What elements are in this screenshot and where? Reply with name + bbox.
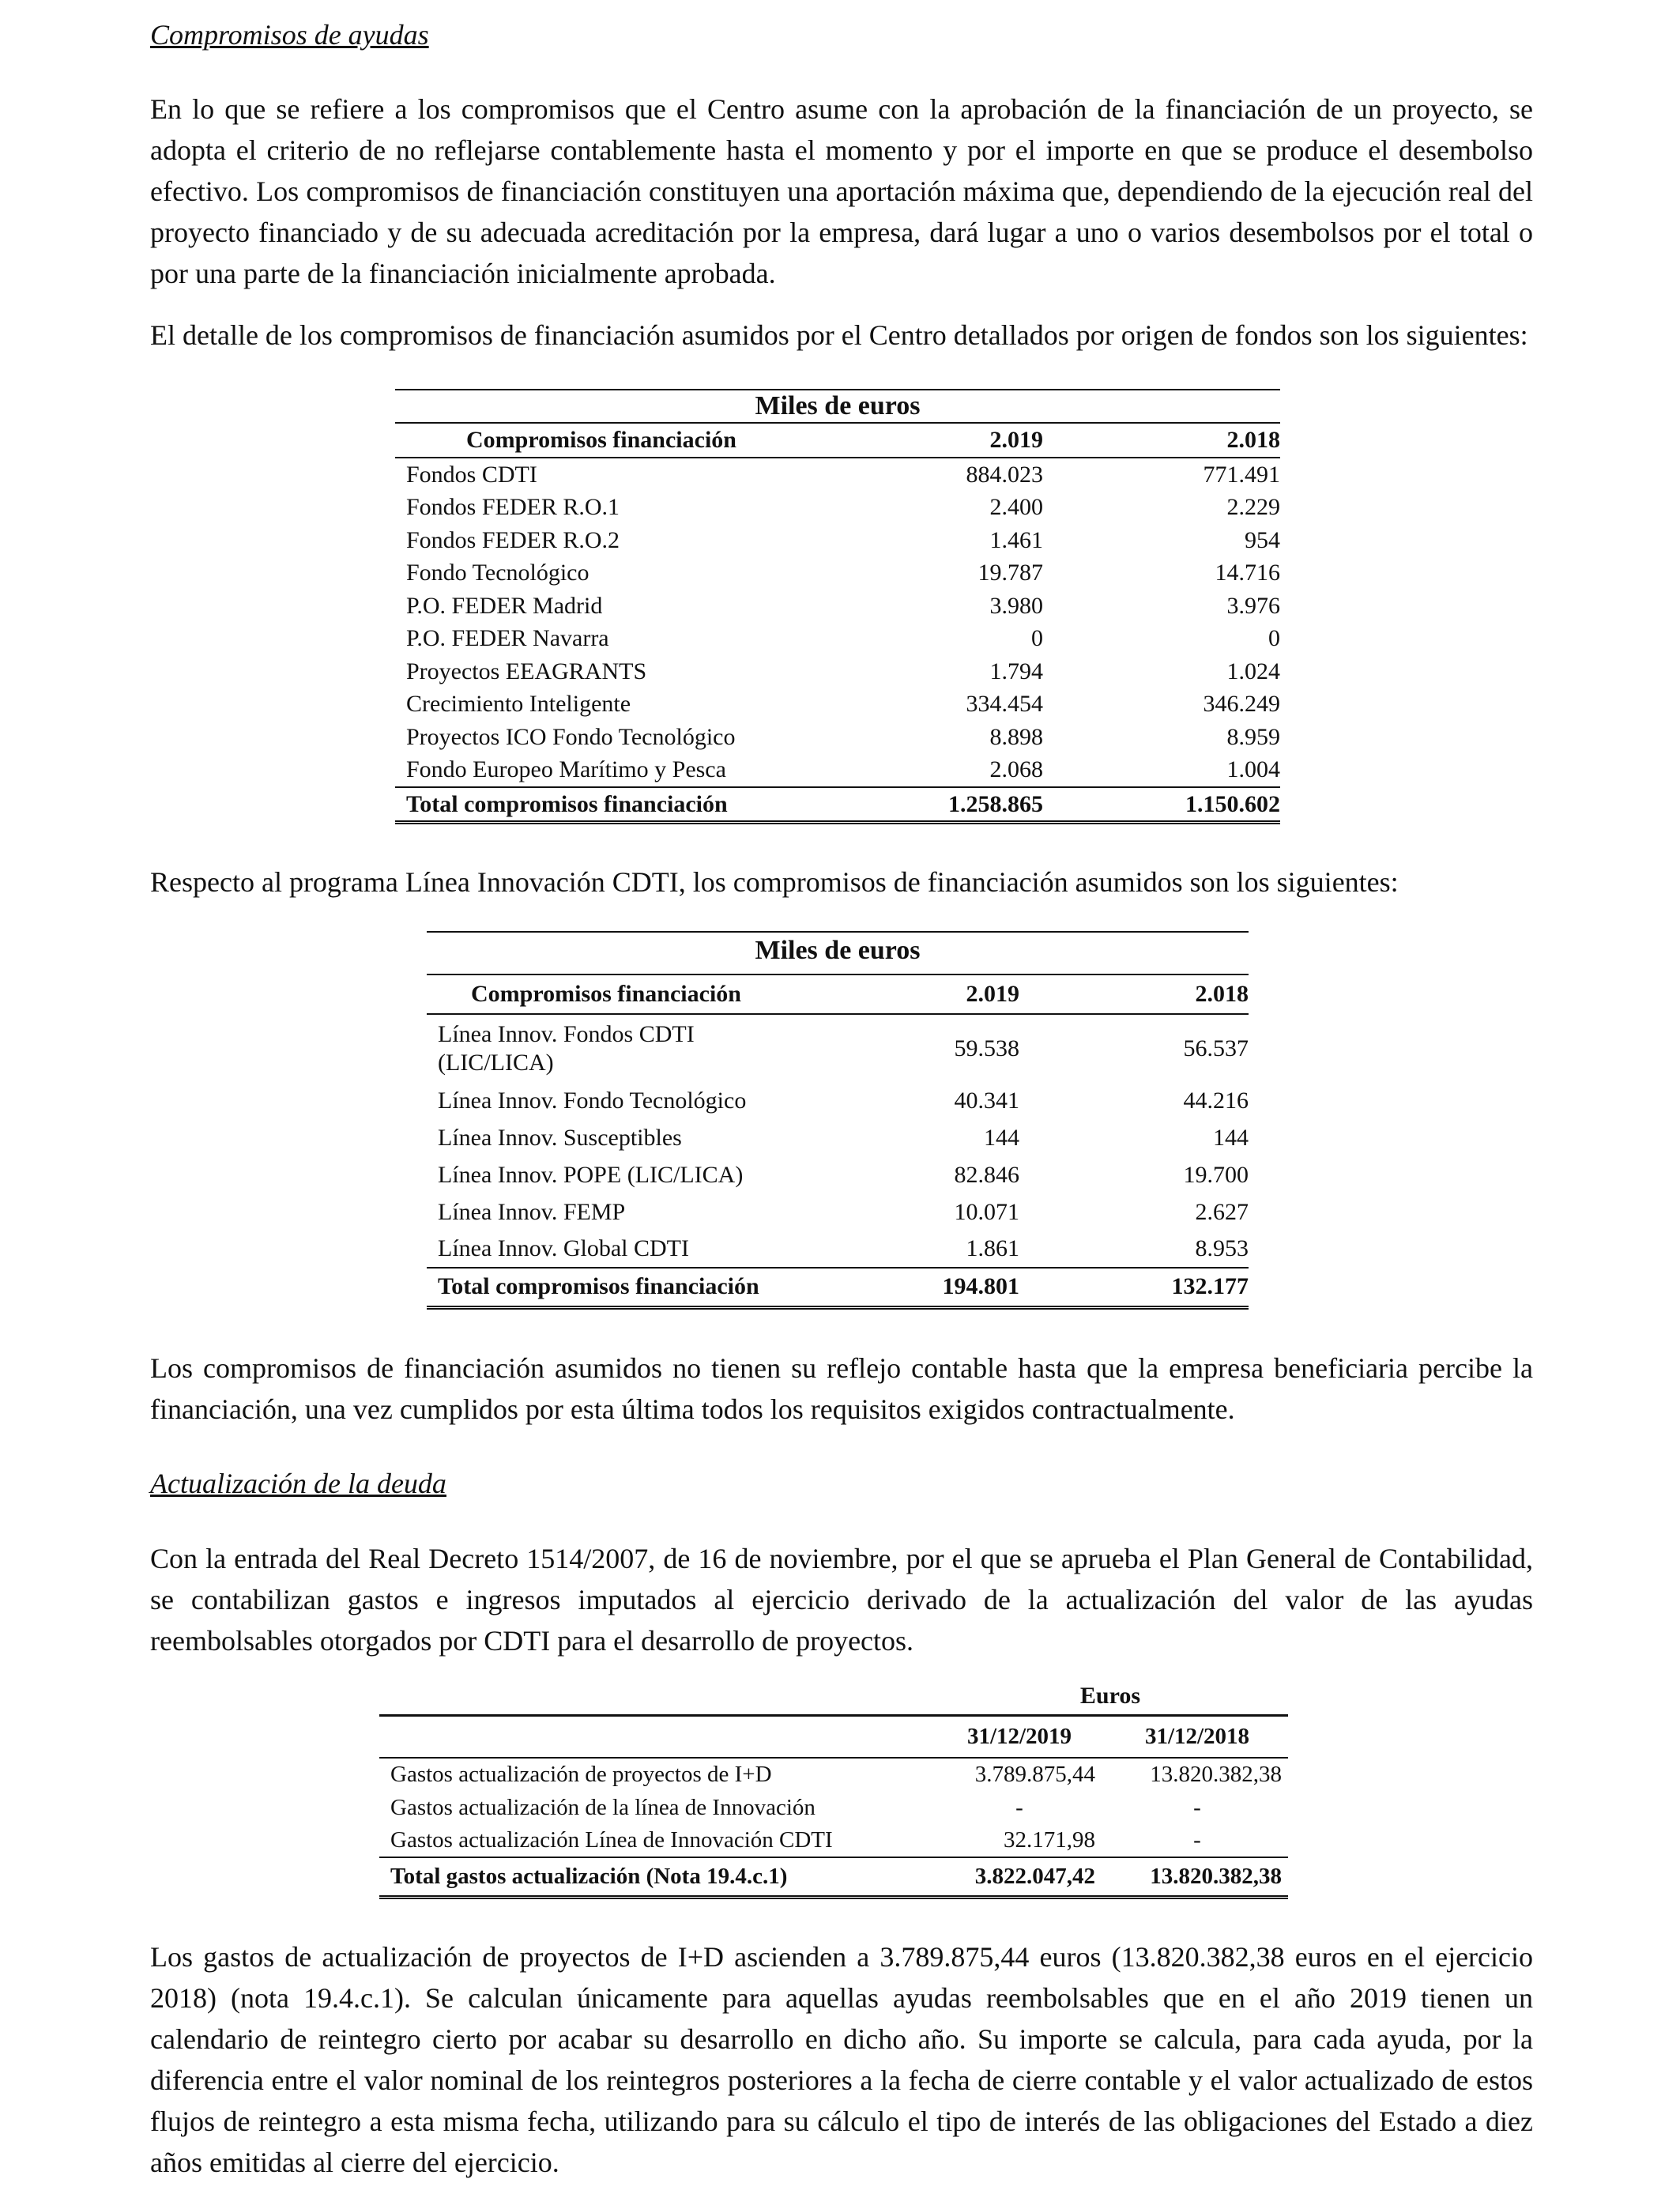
table3-unit-label: Euros (1079, 1683, 1141, 1710)
table3-total-2019: 3.822.047,42 (974, 1863, 1095, 1889)
table3-row-label: Gastos actualización de proyectos de I+D (390, 1762, 772, 1787)
table1-row-2018: 771.491 (1203, 461, 1280, 488)
table2-row-2019: 82.846 (954, 1161, 1019, 1188)
table-row (427, 1082, 1249, 1119)
table-row (395, 688, 1280, 721)
table-row (395, 655, 1280, 688)
table2-row-label: Línea Innov. POPE (LIC/LICA) (438, 1161, 744, 1188)
table1-header-2019: 2.019 (989, 427, 1043, 454)
table3-unit-row (379, 1679, 1288, 1715)
table2-row-2019: 1.861 (966, 1235, 1019, 1261)
table1-row-label: Fondo Tecnológico (406, 560, 590, 586)
table1-grid (395, 422, 1280, 824)
table-compromisos-financiacion (395, 389, 1280, 824)
table2-row-label: Línea Innov. Fondo Tecnológico (438, 1087, 747, 1114)
table2-total-2019: 194.801 (942, 1273, 1019, 1300)
table3-row-2018: 13.820.382,38 (1150, 1762, 1282, 1787)
table3-row-label: Gastos actualización Línea de Innovación CDTI (390, 1827, 833, 1853)
table2-row-label (427, 1014, 877, 1082)
table3-total-label: Total gastos actualización (Nota 19.4.c.1) (390, 1863, 788, 1889)
table2-header-2019: 2.019 (966, 981, 1019, 1007)
table2-grid (427, 974, 1249, 1310)
table1-row-2018: 8.959 (1226, 723, 1280, 750)
table2-header-2018: 2.018 (1195, 981, 1249, 1007)
table1-row-2019: 1.461 (989, 526, 1043, 553)
table-row (395, 491, 1280, 524)
table1-row-2018: 1.004 (1226, 756, 1280, 783)
table3-row-label: Gastos actualización de la línea de Innovación (390, 1794, 816, 1820)
table2-row-2018: 2.627 (1195, 1198, 1249, 1225)
section-heading-actualizacion: Actualización de la deuda (150, 1468, 446, 1499)
paragraph-gastos-actualizacion-proyectos: Los gastos de actualización de proyectos de I+D ascienden a 3.789.875,44 euros (13.820.382,38 euros en el ejercicio 2018) (nota 19.4.c.1). Se calculan únicamente para aquellas ayudas reembolsables que en el año 2019 tienen un calendario de reintegro cierto por acabar su desarrollo en dicho año. Su importe se calcula, para cada ayuda, por la diferencia entre el valor nominal de los reintegros posteriores a la fecha de cierre contable y el valor actualizado de estos flujos de reintegro a esta misma fecha, utilizando para su cálculo el tipo de interés de las obligaciones del Estado a diez años emitidas al cierre del ejercicio. (150, 1941, 1533, 2178)
table3-row-2018: - (1193, 1827, 1201, 1853)
table2-row-label-text: Línea Innov. Fondos CDTI (LIC/LICA) (438, 1020, 695, 1076)
table3-unit-spacer (379, 1679, 932, 1715)
table2-row-2019: 59.538 (954, 1035, 1019, 1061)
table-row (379, 1791, 1288, 1824)
table3-header-2018: 31/12/2018 (1144, 1723, 1250, 1749)
table3-row-2018: - (1193, 1794, 1201, 1820)
table-row (395, 721, 1280, 754)
table1-row-2018: 14.716 (1215, 560, 1280, 586)
table-linea-innovacion (427, 931, 1249, 1310)
table1-row-2019: 3.980 (989, 592, 1043, 619)
paragraph-detalle-compromisos: El detalle de los compromisos de financiación asumidos por el Centro detallados por origen de fondos son los siguientes: (150, 319, 1528, 351)
table3-grid (379, 1679, 1288, 1899)
paragraph-reflejo-contable: Los compromisos de financiación asumidos no tienen su reflejo contable hasta que la empresa beneficiaria percibe la financiación, una vez cumplidos por esta última todos los requisitos exigidos contractualmente. (150, 1352, 1533, 1425)
table3-row-2019: 3.789.875,44 (974, 1762, 1095, 1787)
table1-row-2019: 8.898 (989, 723, 1043, 750)
table1-row-label: Fondo Europeo Marítimo y Pesca (406, 756, 726, 783)
table2-row-label: Línea Innov. Global CDTI (438, 1235, 689, 1261)
table3-header-spacer (379, 1715, 932, 1758)
table1-total-row (395, 787, 1280, 823)
table-row (395, 622, 1280, 655)
table-row (427, 1193, 1249, 1231)
table2-row-2018: 8.953 (1195, 1235, 1249, 1261)
table1-row-2018: 1.024 (1226, 658, 1280, 684)
table1-total-2019: 1.258.865 (948, 790, 1043, 817)
table2-header-label: Compromisos financiación (471, 981, 741, 1007)
table1-row-2019: 334.454 (966, 691, 1043, 718)
table-row (379, 1824, 1288, 1857)
paragraph-linea-innovacion: Respecto al programa Línea Innovación CDTI, los compromisos de financiación asumidos son los siguientes: (150, 866, 1399, 898)
table-row (427, 1156, 1249, 1193)
table2-row-2018: 19.700 (1183, 1161, 1249, 1188)
table1-row-label: P.O. FEDER Navarra (406, 625, 609, 652)
table1-row-2019: 0 (1031, 625, 1043, 652)
table1-header-label: Compromisos financiación (466, 427, 736, 454)
table1-row-2019: 884.023 (966, 461, 1043, 488)
table2-row-2019: 10.071 (954, 1198, 1019, 1225)
table2-row-label: Línea Innov. Susceptibles (438, 1124, 682, 1151)
table-row (395, 590, 1280, 623)
table2-total-2018: 132.177 (1171, 1273, 1249, 1300)
table3-row-2019: - (1015, 1794, 1023, 1820)
table1-row-label: Fondos CDTI (406, 461, 537, 488)
table-row (379, 1758, 1288, 1791)
table-gastos-actualizacion (379, 1679, 1288, 1899)
table1-total-2018: 1.150.602 (1185, 790, 1280, 817)
table1-row-label: Proyectos ICO Fondo Tecnológico (406, 723, 736, 750)
table1-row-2018: 346.249 (1203, 691, 1280, 718)
table1-row-2019: 2.068 (989, 756, 1043, 783)
table1-row-2019: 2.400 (989, 494, 1043, 521)
table1-row-2019: 1.794 (989, 658, 1043, 684)
table2-total-label: Total compromisos financiación (438, 1273, 759, 1300)
table2-header-row (427, 974, 1249, 1014)
table1-row-label: Fondos FEDER R.O.2 (406, 526, 620, 553)
table1-unit-label: Miles de euros (395, 389, 1280, 422)
table-row (395, 524, 1280, 557)
table2-row-2018: 56.537 (1183, 1035, 1249, 1061)
table1-row-2018: 3.976 (1226, 592, 1280, 619)
paragraph-compromisos-criterio: En lo que se refiere a los compromisos que el Centro asume con la aprobación de la financiación de un proyecto, se adopta el criterio de no reflejarse contablemente hasta el momento y por el importe en que se produce el desembolso efectivo. Los compromisos de financiación constituyen una aportación máxima que, dependiendo de la ejecución real del proyecto financiado y de su adecuada acreditación por la empresa, dará lugar a uno o varios desembolsos por el total o por una parte de la financiación inicialmente aprobada. (150, 93, 1533, 289)
table1-row-label: Crecimiento Inteligente (406, 691, 631, 718)
table2-unit-label: Miles de euros (427, 931, 1249, 974)
paragraph-real-decreto: Con la entrada del Real Decreto 1514/2007, de 16 de noviembre, por el que se aprueba el Plan General de Contabilidad, se contabilizan gastos e ingresos imputados al ejercicio derivado de la actualización del valor de las ayudas reembolsables otorgados por CDTI para el desarrollo de proyectos. (150, 1543, 1533, 1657)
table-row (427, 1231, 1249, 1268)
table1-row-2019: 19.787 (977, 560, 1043, 586)
table-row (395, 753, 1280, 787)
table1-row-label: P.O. FEDER Madrid (406, 592, 603, 619)
table-row (395, 458, 1280, 492)
table1-header-row (395, 423, 1280, 458)
table2-row-2018: 144 (1213, 1124, 1249, 1151)
table3-header-2019: 31/12/2019 (966, 1723, 1072, 1749)
table3-row-2019: 32.171,98 (1004, 1827, 1095, 1853)
table-row (427, 1119, 1249, 1156)
table1-row-2018: 0 (1268, 625, 1280, 652)
table2-total-row (427, 1268, 1249, 1307)
section-heading-compromisos: Compromisos de ayudas (150, 19, 429, 51)
table3-total-2018: 13.820.382,38 (1150, 1863, 1282, 1889)
table2-row-label: Línea Innov. FEMP (438, 1198, 626, 1225)
table-row (395, 556, 1280, 590)
table-row (427, 1014, 1249, 1082)
table1-row-label: Proyectos EEAGRANTS (406, 658, 647, 684)
table3-total-row (379, 1857, 1288, 1897)
table1-row-label: Fondos FEDER R.O.1 (406, 494, 620, 521)
table2-row-2019: 40.341 (954, 1087, 1019, 1114)
table1-total-label: Total compromisos financiación (406, 790, 728, 817)
table2-row-2018: 44.216 (1183, 1087, 1249, 1114)
table1-header-2018: 2.018 (1226, 427, 1280, 454)
table1-row-2018: 954 (1245, 526, 1280, 553)
table3-header-row (379, 1715, 1288, 1758)
table1-row-2018: 2.229 (1226, 494, 1280, 521)
table2-row-2019: 144 (984, 1124, 1019, 1151)
